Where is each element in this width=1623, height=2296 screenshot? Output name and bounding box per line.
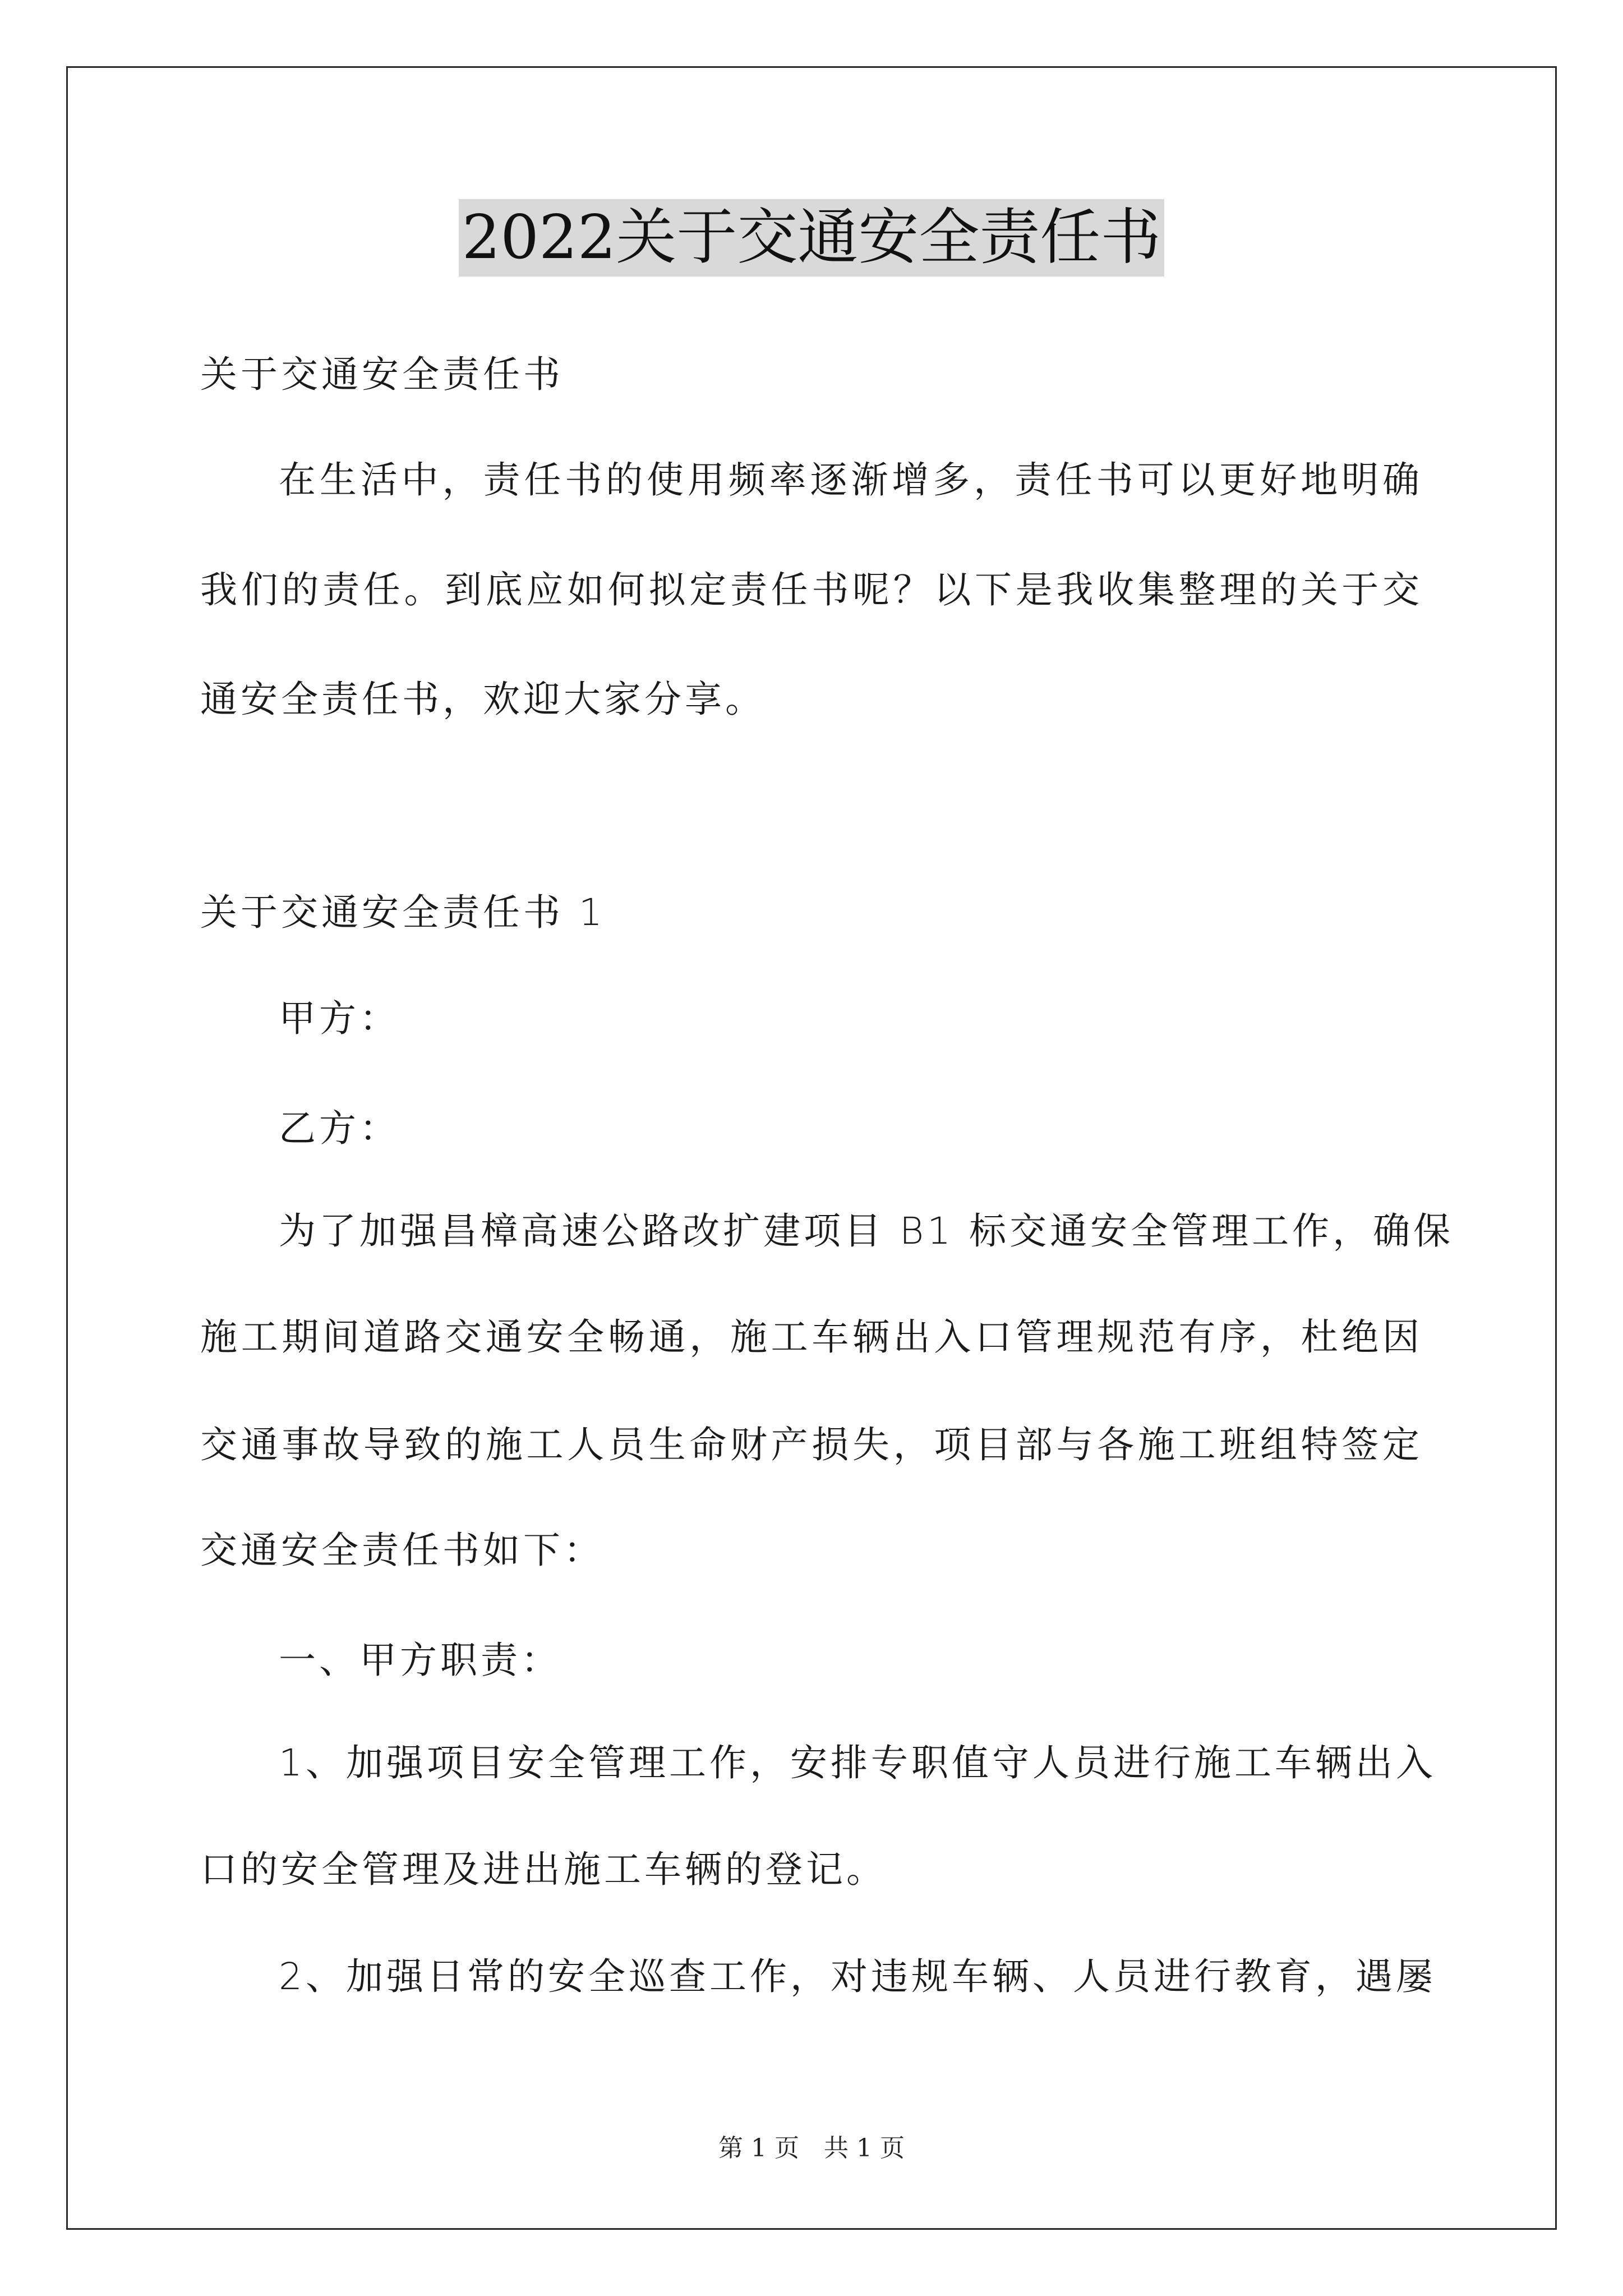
party-b-label: 乙方： [279, 1107, 400, 1150]
section-heading: 关于交通安全责任书 1 [200, 891, 606, 934]
purpose-line-2: 施工期间道路交通安全畅通，施工车辆出入口管理规范有序，杜绝因 [200, 1315, 1423, 1359]
item2-line-1: 2、加强日常的安全巡查工作，对违规车辆、人员进行教育，遇屡 [279, 1955, 1436, 1998]
duty-heading: 一、甲方职责： [279, 1639, 561, 1682]
document-title: 2022关于交通安全责任书 [459, 199, 1165, 277]
intro-line-1: 在生活中，责任书的使用频率逐渐增多，责任书可以更好地明确 [279, 458, 1423, 501]
item1-line-2: 口的安全管理及进出施工车辆的登记。 [200, 1848, 887, 1891]
title-wrap [0, 199, 1623, 277]
intro-line-3: 通安全责任书，欢迎大家分享。 [200, 678, 766, 721]
party-a-label: 甲方： [279, 997, 400, 1040]
purpose-line-1: 为了加强昌樟高速公路改扩建项目 B1 标交通安全管理工作，确保 [279, 1209, 1454, 1253]
item1-line-1: 1、加强项目安全管理工作，安排专职值守人员进行施工车辆出入 [279, 1741, 1436, 1784]
page-number: 第 1 页 共 1 页 [718, 2134, 905, 2162]
purpose-line-4: 交通安全责任书如下： [200, 1529, 604, 1572]
page-footer [0, 2132, 1623, 2165]
subtitle: 关于交通安全责任书 [200, 353, 564, 396]
intro-line-2: 我们的责任。到底应如何拟定责任书呢？以下是我收集整理的关于交 [200, 568, 1423, 611]
purpose-line-3: 交通事故导致的施工人员生命财产损失，项目部与各施工班组特签定 [200, 1423, 1423, 1466]
